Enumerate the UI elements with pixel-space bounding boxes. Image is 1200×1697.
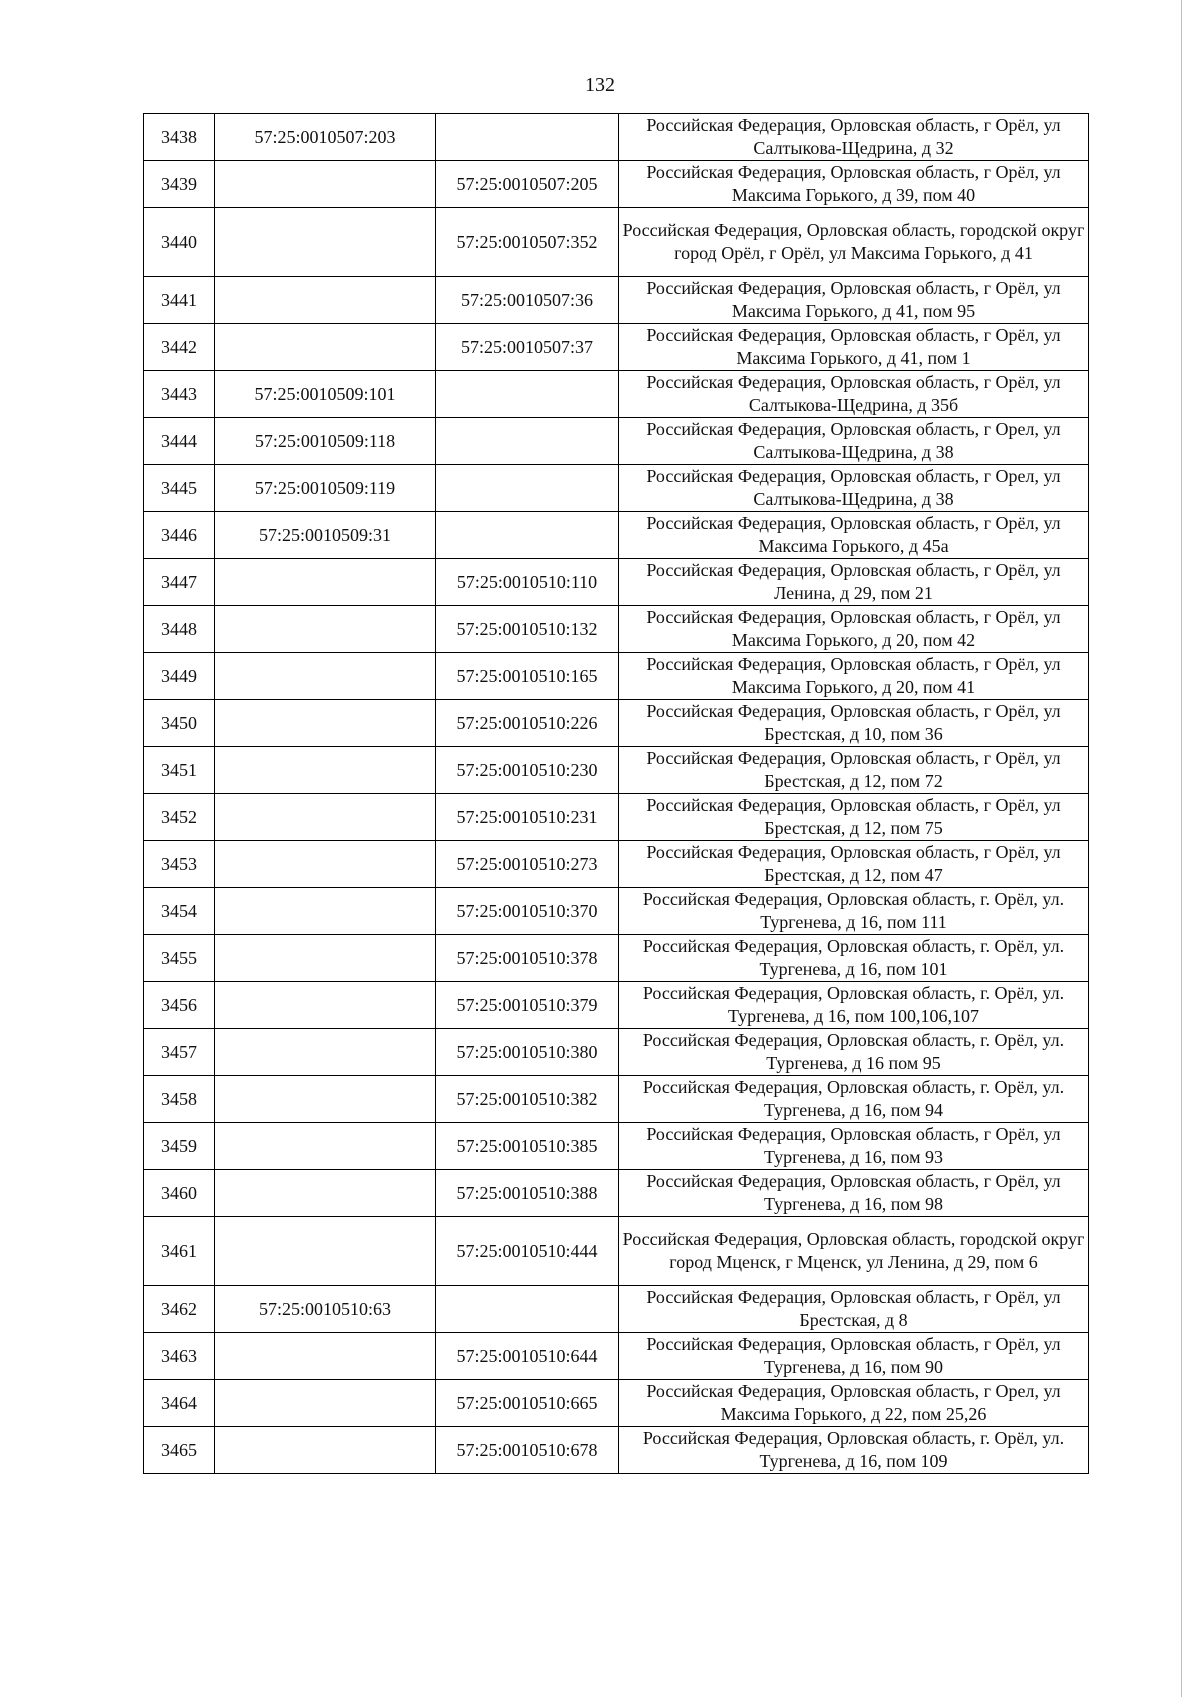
cadastral-number-primary <box>215 208 436 277</box>
table-row <box>144 606 1089 653</box>
table-row <box>144 700 1089 747</box>
row-number: 3458 <box>144 1076 215 1123</box>
cadastral-number-primary <box>215 794 436 841</box>
address: Российская Федерация, Орловская область, г Орёл, ул Тургенева, д 16, пом 98 <box>619 1170 1089 1217</box>
table-row <box>144 1380 1089 1427</box>
address: Российская Федерация, Орловская область, г. Орёл, ул. Тургенева, д 16, пом 100,106,107 <box>619 982 1089 1029</box>
row-number: 3439 <box>144 161 215 208</box>
address: Российская Федерация, Орловская область, г Орёл, ул Максима Горького, д 41, пом 1 <box>619 324 1089 371</box>
page-edge-line <box>1181 0 1182 1697</box>
cadastral-number-primary <box>215 1076 436 1123</box>
row-number: 3438 <box>144 114 215 161</box>
row-number: 3446 <box>144 512 215 559</box>
address: Российская Федерация, Орловская область, г Орёл, ул Брестская, д 12, пом 47 <box>619 841 1089 888</box>
address: Российская Федерация, Орловская область, г Орёл, ул Максима Горького, д 39, пом 40 <box>619 161 1089 208</box>
cadastral-number-secondary: 57:25:0010510:388 <box>436 1170 619 1217</box>
row-number: 3462 <box>144 1286 215 1333</box>
cadastral-number-primary: 57:25:0010507:203 <box>215 114 436 161</box>
cadastral-number-primary <box>215 1170 436 1217</box>
cadastral-number-primary <box>215 161 436 208</box>
cadastral-number-primary: 57:25:0010509:119 <box>215 465 436 512</box>
cadastral-number-primary: 57:25:0010509:118 <box>215 418 436 465</box>
cadastral-number-secondary: 57:25:0010507:36 <box>436 277 619 324</box>
cadastral-number-primary <box>215 1123 436 1170</box>
row-number: 3460 <box>144 1170 215 1217</box>
cadastral-number-secondary <box>436 114 619 161</box>
cadastral-number-secondary: 57:25:0010510:110 <box>436 559 619 606</box>
row-number: 3459 <box>144 1123 215 1170</box>
row-number: 3456 <box>144 982 215 1029</box>
row-number: 3445 <box>144 465 215 512</box>
cadastral-number-secondary: 57:25:0010510:678 <box>436 1427 619 1474</box>
table-row <box>144 418 1089 465</box>
table-row <box>144 114 1089 161</box>
table-row <box>144 371 1089 418</box>
table-row <box>144 1217 1089 1286</box>
row-number: 3450 <box>144 700 215 747</box>
address: Российская Федерация, Орловская область, г. Орёл, ул. Тургенева, д 16, пом 109 <box>619 1427 1089 1474</box>
address: Российская Федерация, Орловская область, г. Орёл, ул. Тургенева, д 16, пом 101 <box>619 935 1089 982</box>
row-number: 3455 <box>144 935 215 982</box>
address: Российская Федерация, Орловская область, г Орёл, ул Тургенева, д 16, пом 90 <box>619 1333 1089 1380</box>
cadastral-number-primary <box>215 888 436 935</box>
table-row <box>144 841 1089 888</box>
row-number: 3454 <box>144 888 215 935</box>
cadastral-number-primary <box>215 1380 436 1427</box>
cadastral-number-secondary <box>436 418 619 465</box>
table-row <box>144 1333 1089 1380</box>
row-number: 3442 <box>144 324 215 371</box>
table-row <box>144 1170 1089 1217</box>
address: Российская Федерация, Орловская область, г Орел, ул Салтыкова-Щедрина, д 38 <box>619 465 1089 512</box>
cadastral-number-secondary: 57:25:0010510:273 <box>436 841 619 888</box>
address: Российская Федерация, Орловская область, г Орёл, ул Максима Горького, д 41, пом 95 <box>619 277 1089 324</box>
cadastral-number-primary <box>215 841 436 888</box>
cadastral-number-secondary: 57:25:0010510:378 <box>436 935 619 982</box>
cadastral-number-primary: 57:25:0010510:63 <box>215 1286 436 1333</box>
row-number: 3453 <box>144 841 215 888</box>
table-row <box>144 982 1089 1029</box>
cadastral-number-primary: 57:25:0010509:101 <box>215 371 436 418</box>
cadastral-number-secondary: 57:25:0010510:231 <box>436 794 619 841</box>
address: Российская Федерация, Орловская область, г Орел, ул Максима Горького, д 22, пом 25,26 <box>619 1380 1089 1427</box>
address: Российская Федерация, Орловская область, г Орёл, ул Салтыкова-Щедрина, д 35б <box>619 371 1089 418</box>
cadastral-number-secondary: 57:25:0010510:380 <box>436 1029 619 1076</box>
cadastral-number-primary <box>215 1029 436 1076</box>
row-number: 3440 <box>144 208 215 277</box>
address: Российская Федерация, Орловская область, г Орёл, ул Максима Горького, д 45а <box>619 512 1089 559</box>
address: Российская Федерация, Орловская область, г Орёл, ул Максима Горького, д 20, пом 42 <box>619 606 1089 653</box>
cadastral-number-primary <box>215 324 436 371</box>
cadastral-number-secondary <box>436 371 619 418</box>
cadastral-number-secondary: 57:25:0010507:352 <box>436 208 619 277</box>
table-row <box>144 794 1089 841</box>
address: Российская Федерация, Орловская область, г Орёл, ул Ленина, д 29, пом 21 <box>619 559 1089 606</box>
cadastral-number-secondary <box>436 512 619 559</box>
cadastral-number-secondary: 57:25:0010510:379 <box>436 982 619 1029</box>
cadastral-number-secondary: 57:25:0010510:385 <box>436 1123 619 1170</box>
row-number: 3451 <box>144 747 215 794</box>
address: Российская Федерация, Орловская область, г Орёл, ул Максима Горького, д 20, пом 41 <box>619 653 1089 700</box>
address: Российская Федерация, Орловская область, г. Орёл, ул. Тургенева, д 16, пом 111 <box>619 888 1089 935</box>
registry-table-body <box>144 114 1089 1474</box>
address: Российская Федерация, Орловская область, г Орёл, ул Тургенева, д 16, пом 93 <box>619 1123 1089 1170</box>
table-row <box>144 1286 1089 1333</box>
cadastral-number-secondary <box>436 1286 619 1333</box>
address: Российская Федерация, Орловская область, г. Орёл, ул. Тургенева, д 16 пом 95 <box>619 1029 1089 1076</box>
row-number: 3443 <box>144 371 215 418</box>
page-number: 132 <box>585 74 615 96</box>
cadastral-number-primary <box>215 1217 436 1286</box>
row-number: 3464 <box>144 1380 215 1427</box>
table-row <box>144 935 1089 982</box>
cadastral-number-primary <box>215 700 436 747</box>
cadastral-number-secondary: 57:25:0010510:165 <box>436 653 619 700</box>
cadastral-number-secondary: 57:25:0010510:230 <box>436 747 619 794</box>
address: Российская Федерация, Орловская область, городской округ город Орёл, г Орёл, ул Максима Горького, д 41 <box>619 208 1089 277</box>
table-row <box>144 1076 1089 1123</box>
address: Российская Федерация, Орловская область, г Орёл, ул Брестская, д 12, пом 75 <box>619 794 1089 841</box>
address: Российская Федерация, Орловская область, г Орёл, ул Брестская, д 10, пом 36 <box>619 700 1089 747</box>
row-number: 3452 <box>144 794 215 841</box>
cadastral-number-primary <box>215 747 436 794</box>
table-row <box>144 161 1089 208</box>
row-number: 3465 <box>144 1427 215 1474</box>
table-row <box>144 1123 1089 1170</box>
row-number: 3449 <box>144 653 215 700</box>
table-row <box>144 747 1089 794</box>
table-row <box>144 208 1089 277</box>
address: Российская Федерация, Орловская область, г Орёл, ул Салтыкова-Щедрина, д 32 <box>619 114 1089 161</box>
cadastral-number-secondary: 57:25:0010510:444 <box>436 1217 619 1286</box>
table-row <box>144 324 1089 371</box>
address: Российская Федерация, Орловская область, г. Орёл, ул. Тургенева, д 16, пом 94 <box>619 1076 1089 1123</box>
address: Российская Федерация, Орловская область, г Орёл, ул Брестская, д 8 <box>619 1286 1089 1333</box>
row-number: 3457 <box>144 1029 215 1076</box>
row-number: 3447 <box>144 559 215 606</box>
cadastral-number-secondary: 57:25:0010507:37 <box>436 324 619 371</box>
table-row <box>144 465 1089 512</box>
cadastral-number-secondary: 57:25:0010510:665 <box>436 1380 619 1427</box>
cadastral-number-primary <box>215 559 436 606</box>
cadastral-number-primary <box>215 1427 436 1474</box>
registry-table <box>143 113 1089 1474</box>
cadastral-number-primary <box>215 935 436 982</box>
cadastral-number-primary: 57:25:0010509:31 <box>215 512 436 559</box>
address: Российская Федерация, Орловская область, г Орёл, ул Брестская, д 12, пом 72 <box>619 747 1089 794</box>
cadastral-number-secondary: 57:25:0010510:644 <box>436 1333 619 1380</box>
row-number: 3441 <box>144 277 215 324</box>
cadastral-number-secondary: 57:25:0010510:132 <box>436 606 619 653</box>
cadastral-number-secondary <box>436 465 619 512</box>
address: Российская Федерация, Орловская область, городской округ город Мценск, г Мценск, ул Ленина, д 29, пом 6 <box>619 1217 1089 1286</box>
address: Российская Федерация, Орловская область, г Орел, ул Салтыкова-Щедрина, д 38 <box>619 418 1089 465</box>
table-row <box>144 277 1089 324</box>
row-number: 3461 <box>144 1217 215 1286</box>
cadastral-number-primary <box>215 277 436 324</box>
row-number: 3444 <box>144 418 215 465</box>
cadastral-number-secondary: 57:25:0010510:370 <box>436 888 619 935</box>
table-row <box>144 653 1089 700</box>
table-row <box>144 1427 1089 1474</box>
table-row <box>144 512 1089 559</box>
cadastral-number-primary <box>215 1333 436 1380</box>
cadastral-number-primary <box>215 606 436 653</box>
cadastral-number-primary <box>215 653 436 700</box>
table-row <box>144 559 1089 606</box>
cadastral-number-secondary: 57:25:0010510:382 <box>436 1076 619 1123</box>
cadastral-number-secondary: 57:25:0010510:226 <box>436 700 619 747</box>
row-number: 3448 <box>144 606 215 653</box>
table-row <box>144 888 1089 935</box>
row-number: 3463 <box>144 1333 215 1380</box>
cadastral-number-primary <box>215 982 436 1029</box>
cadastral-number-secondary: 57:25:0010507:205 <box>436 161 619 208</box>
table-row <box>144 1029 1089 1076</box>
